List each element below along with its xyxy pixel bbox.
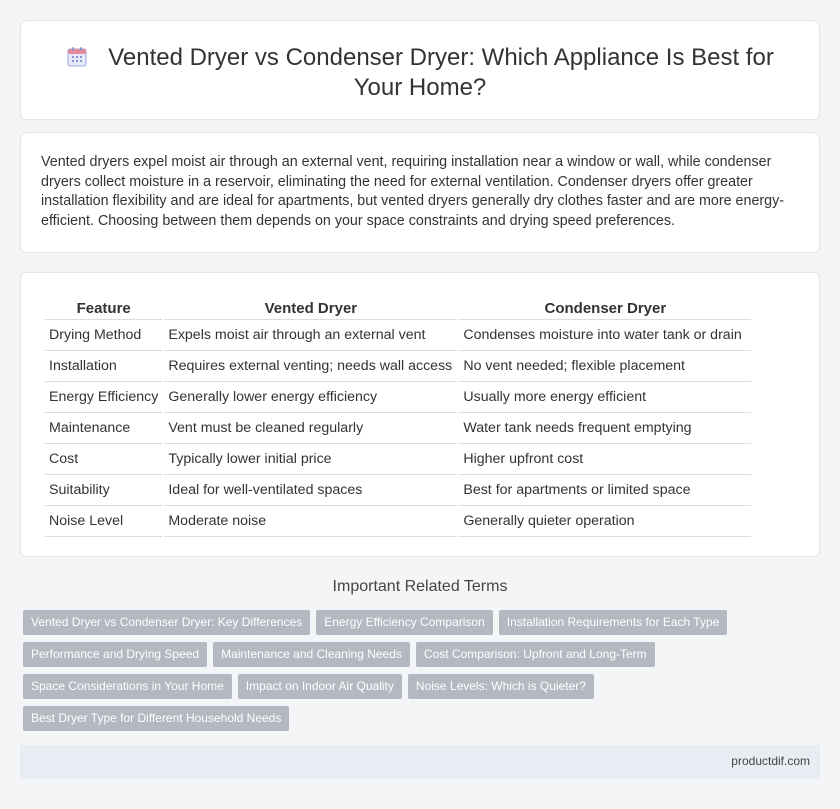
- table-cell-condenser: Generally quieter operation: [459, 506, 751, 537]
- site-link[interactable]: productdif.com: [731, 754, 810, 768]
- comparison-card: [20, 272, 820, 557]
- table-row: [45, 320, 751, 351]
- related-tag[interactable]: Impact on Indoor Air Quality: [238, 674, 402, 699]
- table-cell-condenser: Water tank needs frequent emptying: [459, 413, 751, 444]
- table-cell-condenser: Usually more energy efficient: [459, 382, 751, 413]
- page-title: Vented Dryer vs Condenser Dryer: Which Appliance Is Best for Your Home?: [108, 44, 774, 101]
- related-tag[interactable]: Noise Levels: Which is Quieter?: [408, 674, 594, 699]
- header-card: [20, 20, 820, 120]
- table-cell-feature: Noise Level: [45, 506, 162, 537]
- related-tag[interactable]: Vented Dryer vs Condenser Dryer: Key Differences: [23, 610, 310, 635]
- related-tag[interactable]: Energy Efficiency Comparison: [316, 610, 493, 635]
- table-cell-feature: Maintenance: [45, 413, 162, 444]
- table-cell-condenser: Best for apartments or limited space: [459, 475, 751, 506]
- related-terms-title: Important Related Terms: [332, 578, 508, 595]
- related-tag[interactable]: Space Considerations in Your Home: [23, 674, 232, 699]
- related-tag[interactable]: Maintenance and Cleaning Needs: [213, 642, 410, 667]
- table-cell-feature: Drying Method: [45, 320, 162, 351]
- header-vented-dryer: Vented Dryer: [164, 296, 457, 320]
- table-cell-vented: Ideal for well-ventilated spaces: [164, 475, 457, 506]
- table-cell-vented: Expels moist air through an external vent: [164, 320, 457, 351]
- related-tag[interactable]: Best Dryer Type for Different Household Needs: [23, 706, 289, 731]
- table-cell-feature: Installation: [45, 351, 162, 382]
- table-header-row: [45, 296, 751, 320]
- table-cell-feature: Suitability: [45, 475, 162, 506]
- tag-row: [23, 706, 823, 738]
- table-cell-feature: Energy Efficiency: [45, 382, 162, 413]
- tag-row: [23, 610, 823, 642]
- related-terms-tags: [23, 610, 823, 738]
- title-wrap: [21, 43, 819, 103]
- related-tag[interactable]: Installation Requirements for Each Type: [499, 610, 728, 635]
- intro-paragraph: Vented dryers expel moist air through an external vent, requiring installation near a window or wall, while condenser dryers collect moisture in a reservoir, eliminating the need for external ventilation. Condenser dryers offer greater installation flexibility and are ideal for apartments, but vented dryers generally dry clothes faster and are more energy-efficient. Choosing between them depends on your space constraints and drying speed preferences.: [41, 154, 785, 229]
- table-cell-vented: Typically lower initial price: [164, 444, 457, 475]
- table-cell-condenser: Condenses moisture into water tank or drain: [459, 320, 751, 351]
- table-cell-vented: Generally lower energy efficiency: [164, 382, 457, 413]
- table-cell-vented: Moderate noise: [164, 506, 457, 537]
- table-row: [45, 506, 751, 537]
- table-row: [45, 382, 751, 413]
- table-cell-vented: Vent must be cleaned regularly: [164, 413, 457, 444]
- table-row: [45, 444, 751, 475]
- tag-row: [23, 674, 823, 706]
- table-cell-vented: Requires external venting; needs wall access: [164, 351, 457, 382]
- table-cell-condenser: No vent needed; flexible placement: [459, 351, 751, 382]
- table-cell-condenser: Higher upfront cost: [459, 444, 751, 475]
- intro-card: [20, 132, 820, 253]
- table-row: [45, 351, 751, 382]
- header-condenser-dryer: Condenser Dryer: [459, 296, 751, 320]
- header-feature: Feature: [45, 296, 162, 320]
- comparison-table: [43, 296, 753, 537]
- table-row: [45, 475, 751, 506]
- table-row: [45, 413, 751, 444]
- tag-row: [23, 642, 823, 674]
- table-cell-feature: Cost: [45, 444, 162, 475]
- related-tag[interactable]: Performance and Drying Speed: [23, 642, 207, 667]
- related-tag[interactable]: Cost Comparison: Upfront and Long-Term: [416, 642, 655, 667]
- calendar-icon: [66, 46, 88, 68]
- footer: [20, 745, 820, 778]
